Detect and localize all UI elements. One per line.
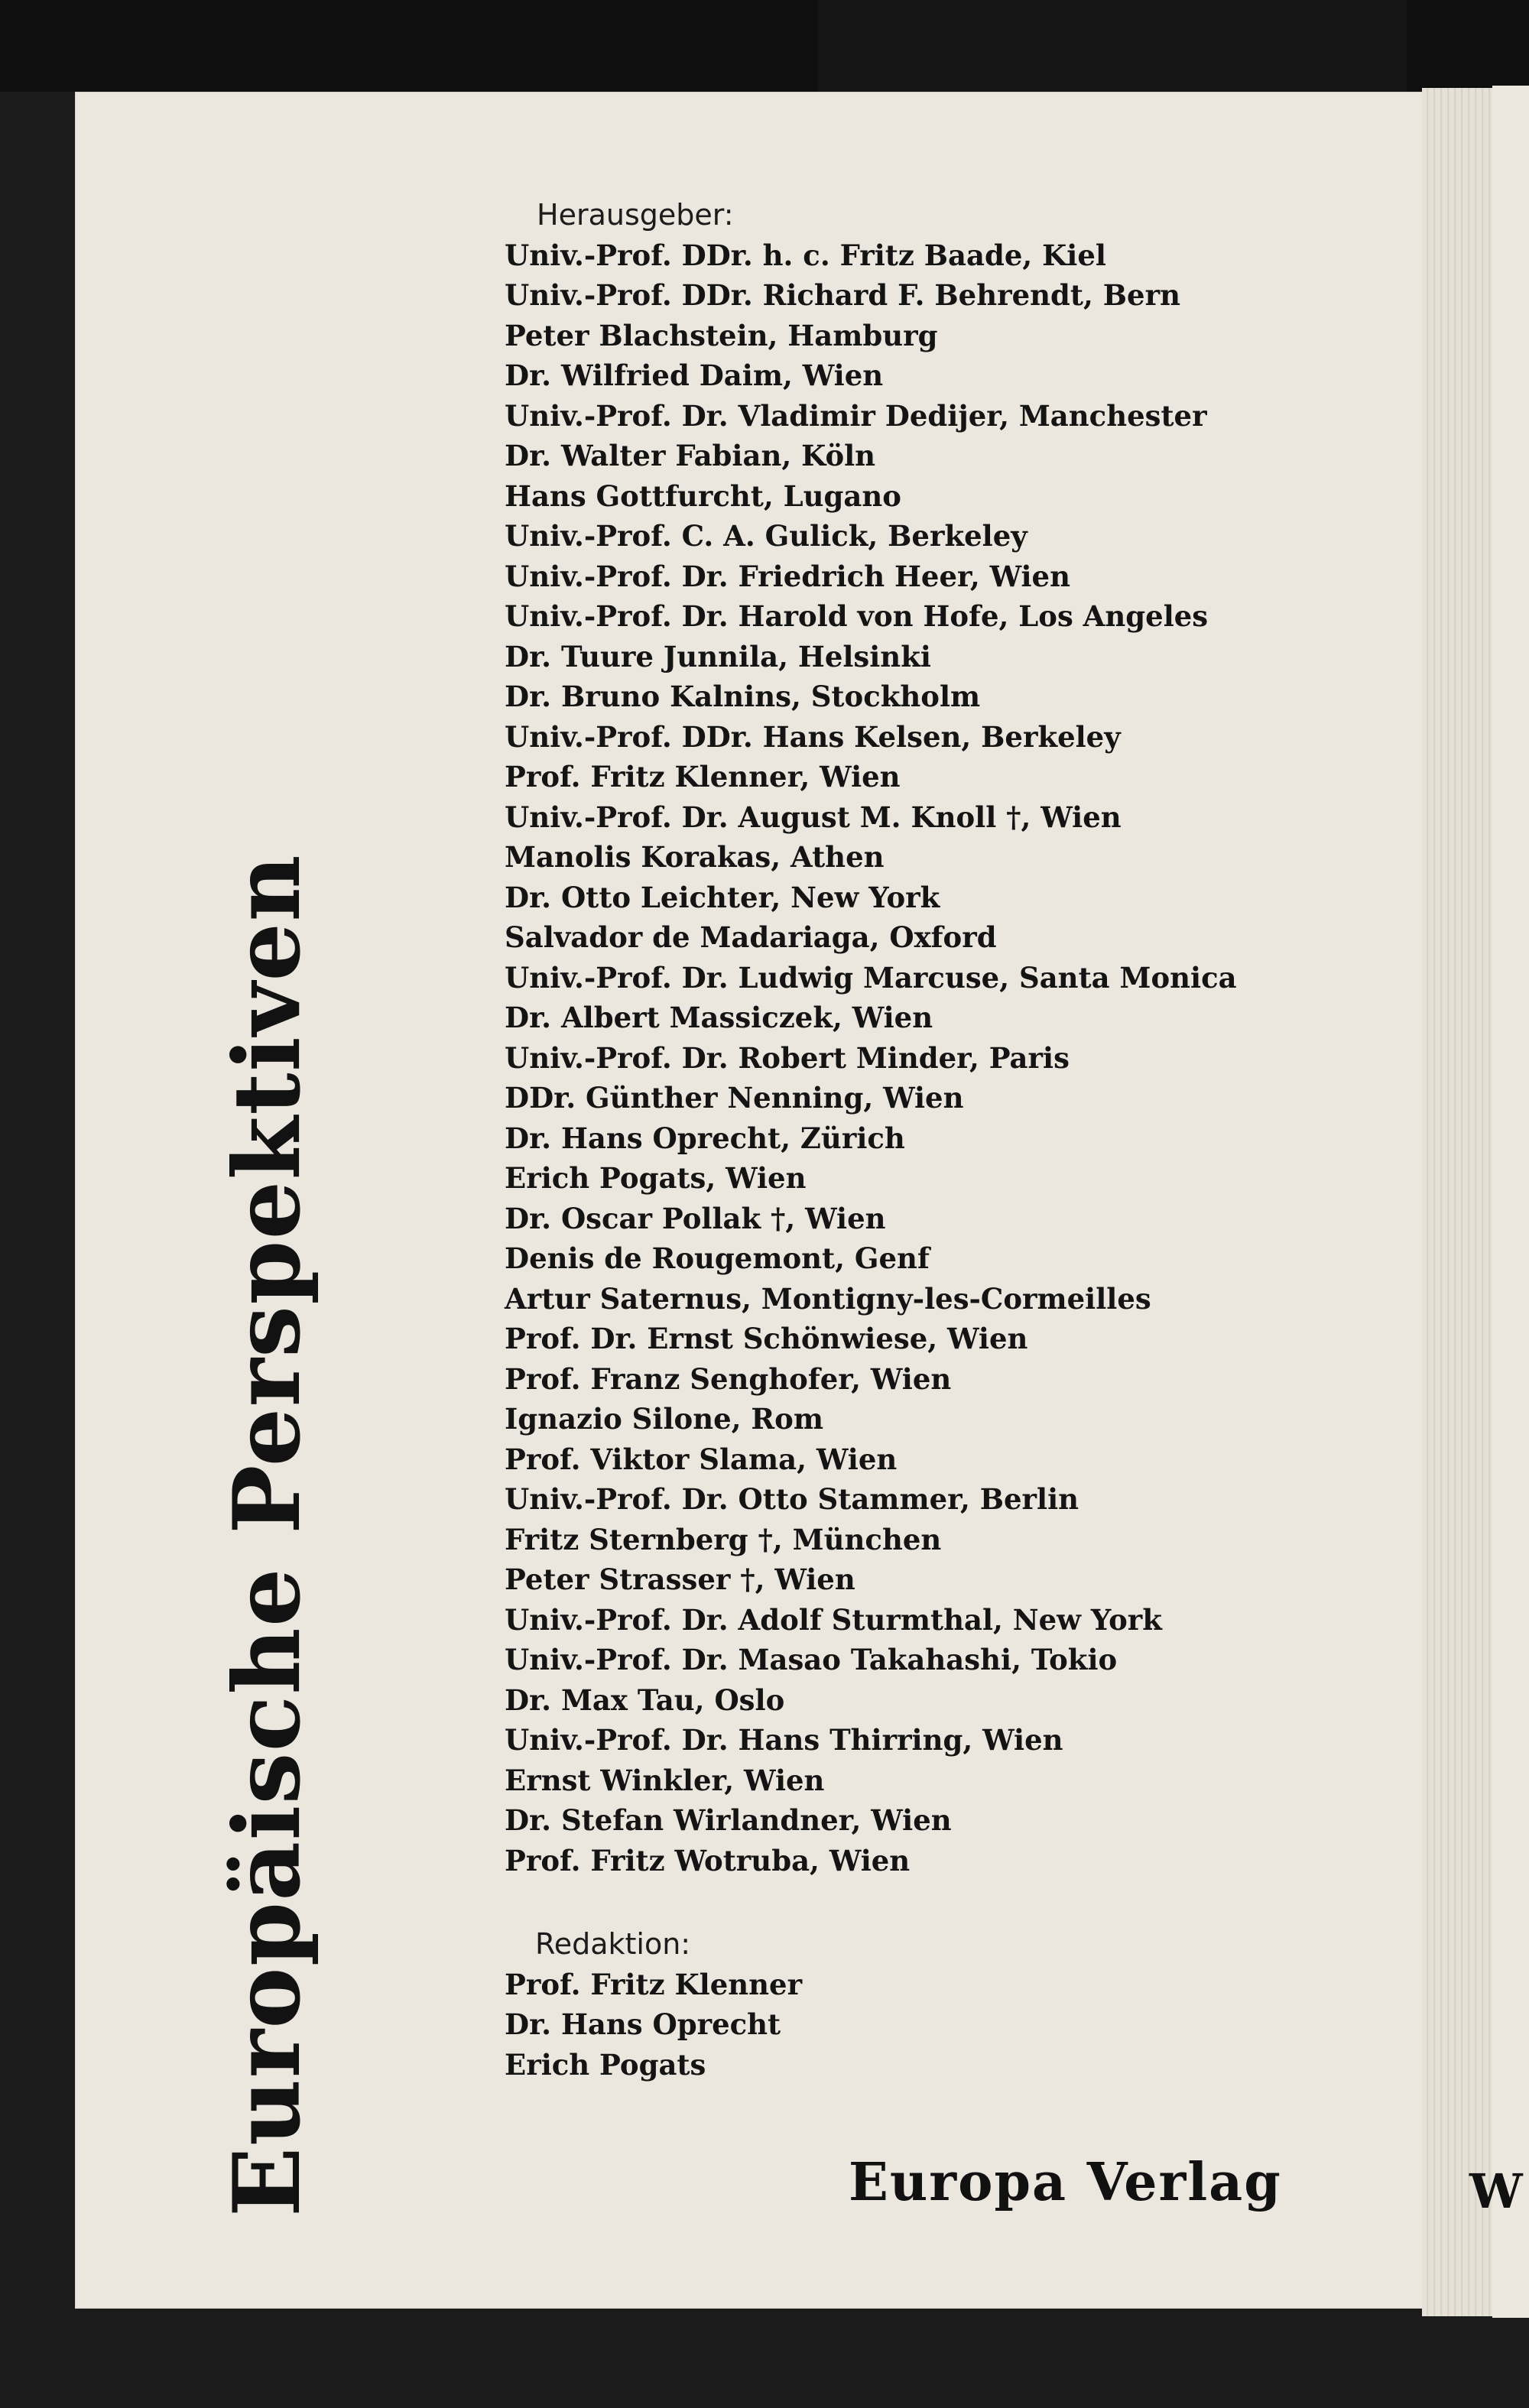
editor-entry: Fritz Sternberg †, München <box>505 1522 942 1556</box>
editor-entry: Univ.-Prof. Dr. Hans Thirring, Wien <box>505 1723 1063 1757</box>
editor-entry: Peter Blachstein, Hamburg <box>505 318 938 352</box>
editor-entry: Erich Pogats, Wien <box>505 1161 807 1195</box>
editor-entry: Dr. Albert Massiczek, Wien <box>505 1001 933 1034</box>
background-spine <box>818 0 1407 92</box>
editor-entry: Dr. Stefan Wirlandner, Wien <box>505 1803 952 1837</box>
editor-entry: DDr. Günther Nenning, Wien <box>505 1081 964 1115</box>
editor-entry: Univ.-Prof. Dr. Robert Minder, Paris <box>505 1040 1070 1075</box>
section-gap <box>505 1881 1407 1924</box>
next-page-letter: W <box>1469 2163 1521 2219</box>
editor-entry: Prof. Franz Senghofer, Wien <box>505 1361 952 1396</box>
editor-entry: Univ.-Prof. DDr. h. c. Fritz Baade, Kiel <box>505 238 1106 272</box>
editorial-entry: Erich Pogats <box>505 2047 706 2082</box>
editor-entry: Denis de Rougemont, Genf <box>505 1241 930 1275</box>
editor-entry: Prof. Viktor Slama, Wien <box>505 1442 898 1476</box>
editor-entry: Univ.-Prof. Dr. Adolf Sturmthal, New York <box>505 1602 1162 1637</box>
editorial-entry: Dr. Hans Oprecht <box>505 2007 781 2041</box>
series-title-vertical: Europäische Perspektiven <box>213 853 321 2217</box>
editor-entry: Univ.-Prof. C. A. Gulick, Berkeley <box>505 519 1027 553</box>
editor-entry: Ignazio Silone, Rom <box>505 1402 823 1436</box>
editorial-entry: Prof. Fritz Klenner <box>505 1967 803 2001</box>
editor-entry: Dr. Hans Oprecht, Zürich <box>505 1121 905 1155</box>
editors-list <box>505 235 1407 1881</box>
publisher-name: Europa Verlag <box>849 2152 1282 2213</box>
editor-entry: Dr. Max Tau, Oslo <box>505 1683 785 1717</box>
editor-entry: Univ.-Prof. Dr. Ludwig Marcuse, Santa Monica <box>505 960 1237 995</box>
editor-entry: Prof. Fritz Klenner, Wien <box>505 760 901 793</box>
editor-entry: Dr. Oscar Pollak †, Wien <box>505 1201 886 1235</box>
editorial-label: Redaktion: <box>535 1927 691 1961</box>
editor-entry: Univ.-Prof. Dr. Vladimir Dedijer, Manchester <box>505 398 1207 433</box>
editor-entry: Univ.-Prof. DDr. Hans Kelsen, Berkeley <box>505 719 1121 754</box>
editor-entry: Univ.-Prof. DDr. Richard F. Behrendt, Bern <box>505 278 1180 312</box>
editor-entry: Peter Strasser †, Wien <box>505 1563 855 1596</box>
editor-entry: Dr. Walter Fabian, Köln <box>505 439 876 472</box>
editor-entry: Univ.-Prof. Dr. Friedrich Heer, Wien <box>505 559 1070 593</box>
editor-entry: Univ.-Prof. Dr. Masao Takahashi, Tokio <box>505 1643 1118 1676</box>
editor-entry: Artur Saternus, Montigny-les-Cormeilles <box>505 1281 1151 1316</box>
editor-entry: Ernst Winkler, Wien <box>505 1763 825 1797</box>
editor-entry: Univ.-Prof. Dr. Harold von Hofe, Los Angeles <box>505 599 1209 633</box>
editor-entry: Dr. Tuure Junnila, Helsinki <box>505 639 931 673</box>
editor-entry: Univ.-Prof. Dr. August M. Knoll †, Wien <box>505 800 1122 834</box>
editor-entry: Dr. Otto Leichter, New York <box>505 880 940 914</box>
editor-entry: Salvador de Madariaga, Oxford <box>505 920 997 954</box>
editorial-list <box>505 1965 1407 2085</box>
page-edges <box>1422 88 1492 2316</box>
editor-entry: Prof. Fritz Wotruba, Wien <box>505 1843 911 1877</box>
editor-entry: Manolis Korakas, Athen <box>505 840 885 874</box>
next-page-strip <box>1492 86 1529 2318</box>
editors-label: Herausgeber: <box>537 198 734 232</box>
editor-entry: Dr. Wilfried Daim, Wien <box>505 359 884 392</box>
editor-entry: Hans Gottfurcht, Lugano <box>505 479 901 513</box>
masthead <box>505 195 1407 2085</box>
editor-entry: Dr. Bruno Kalnins, Stockholm <box>505 680 981 713</box>
editor-entry: Prof. Dr. Ernst Schönwiese, Wien <box>505 1322 1028 1355</box>
editor-entry: Univ.-Prof. Dr. Otto Stammer, Berlin <box>505 1482 1079 1516</box>
